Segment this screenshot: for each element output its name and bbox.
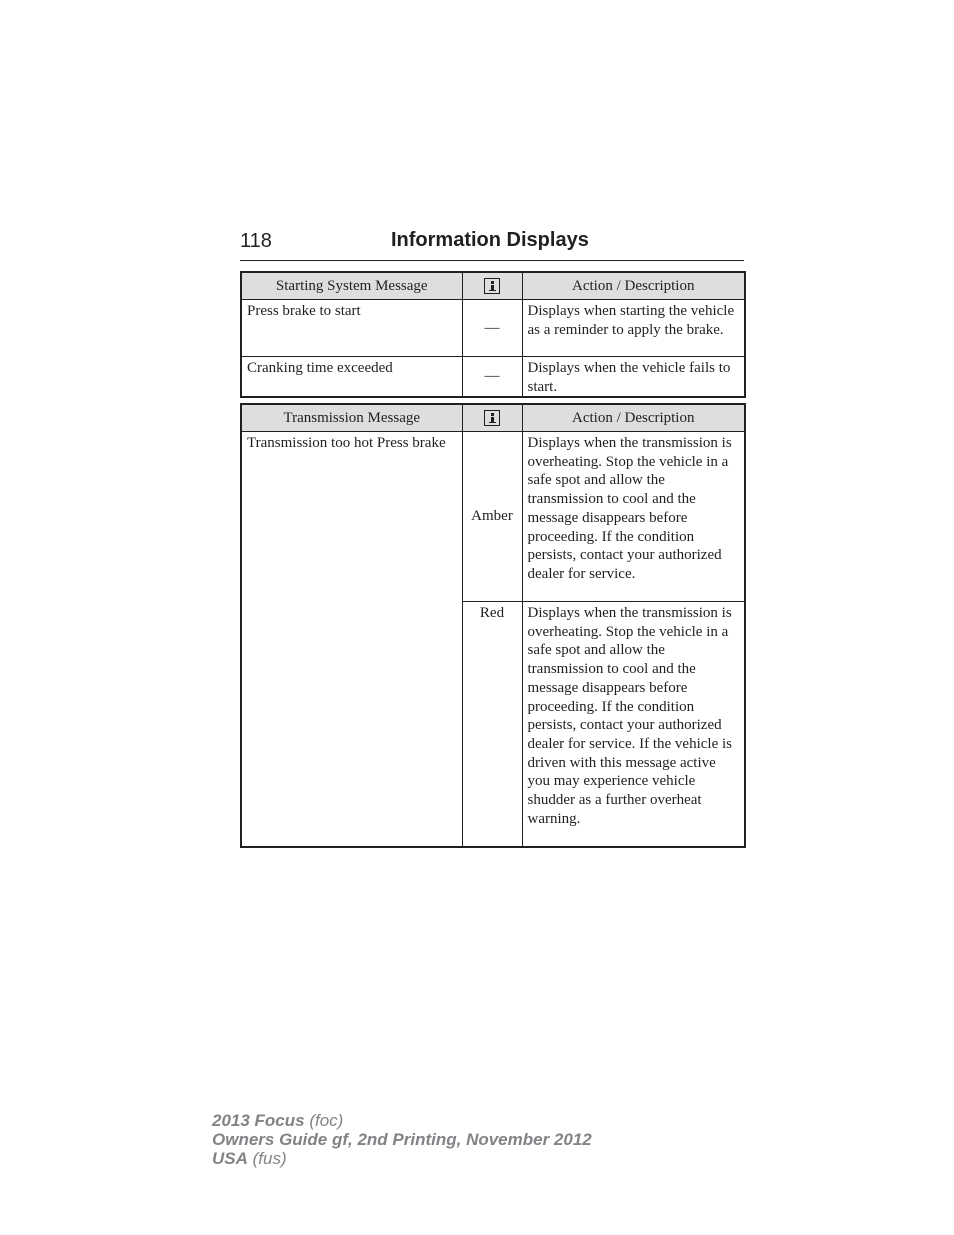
section-title: Information Displays [391, 229, 589, 251]
table-header-row [241, 272, 745, 300]
column-header-action: Action / Description [522, 272, 745, 300]
column-header-action: Action / Description [522, 404, 745, 432]
starting-system-table [240, 271, 746, 398]
description-amber-cell: Displays when the transmission is overheating. Stop the vehicle in a safe spot and allow the transmission to cool and the message disappears before proceeding. If the condition persists, contact your authorized dealer for service. [522, 432, 745, 602]
description-red-cell: Displays when the transmission is overheating. Stop the vehicle in a safe spot and allow the transmission to cool and the message disappears before proceeding. If the condition persists, contact your authorized dealer for service. If the vehicle is driven with this message active you may experience vehicle shudder as a further overheat warning. [522, 602, 745, 847]
indicator-red-cell: Red [462, 602, 522, 847]
footer-market: USA [212, 1149, 248, 1168]
column-header-message: Transmission Message [241, 404, 462, 432]
page-header [240, 228, 744, 261]
column-header-indicator [462, 272, 522, 300]
description-cell: Displays when starting the vehicle as a reminder to apply the brake. [522, 300, 745, 357]
message-cell: Press brake to start [241, 300, 462, 357]
footer-model: 2013 Focus [212, 1111, 305, 1130]
table-row [241, 432, 745, 602]
footer-line-market [212, 1149, 592, 1168]
page-footer [212, 1111, 592, 1168]
table-row [241, 300, 745, 357]
footer-line-model [212, 1111, 592, 1130]
info-icon [484, 410, 500, 426]
message-cell: Cranking time exceeded [241, 357, 462, 398]
footer-guide: Owners Guide gf, 2nd Printing, November 2012 [212, 1130, 592, 1149]
table-row [241, 357, 745, 398]
column-header-message: Starting System Message [241, 272, 462, 300]
indicator-cell: — [462, 357, 522, 398]
transmission-table [240, 403, 746, 848]
info-icon [484, 278, 500, 294]
footer-line-guide [212, 1130, 592, 1149]
footer-model-code: (foc) [309, 1111, 344, 1130]
indicator-amber-cell: Amber [462, 432, 522, 602]
footer-market-code: (fus) [252, 1149, 287, 1168]
message-cell: Transmission too hot Press brake [241, 432, 462, 847]
indicator-cell: — [462, 300, 522, 357]
table-header-row [241, 404, 745, 432]
column-header-indicator [462, 404, 522, 432]
page-number: 118 [240, 230, 272, 252]
description-cell: Displays when the vehicle fails to start. [522, 357, 745, 398]
